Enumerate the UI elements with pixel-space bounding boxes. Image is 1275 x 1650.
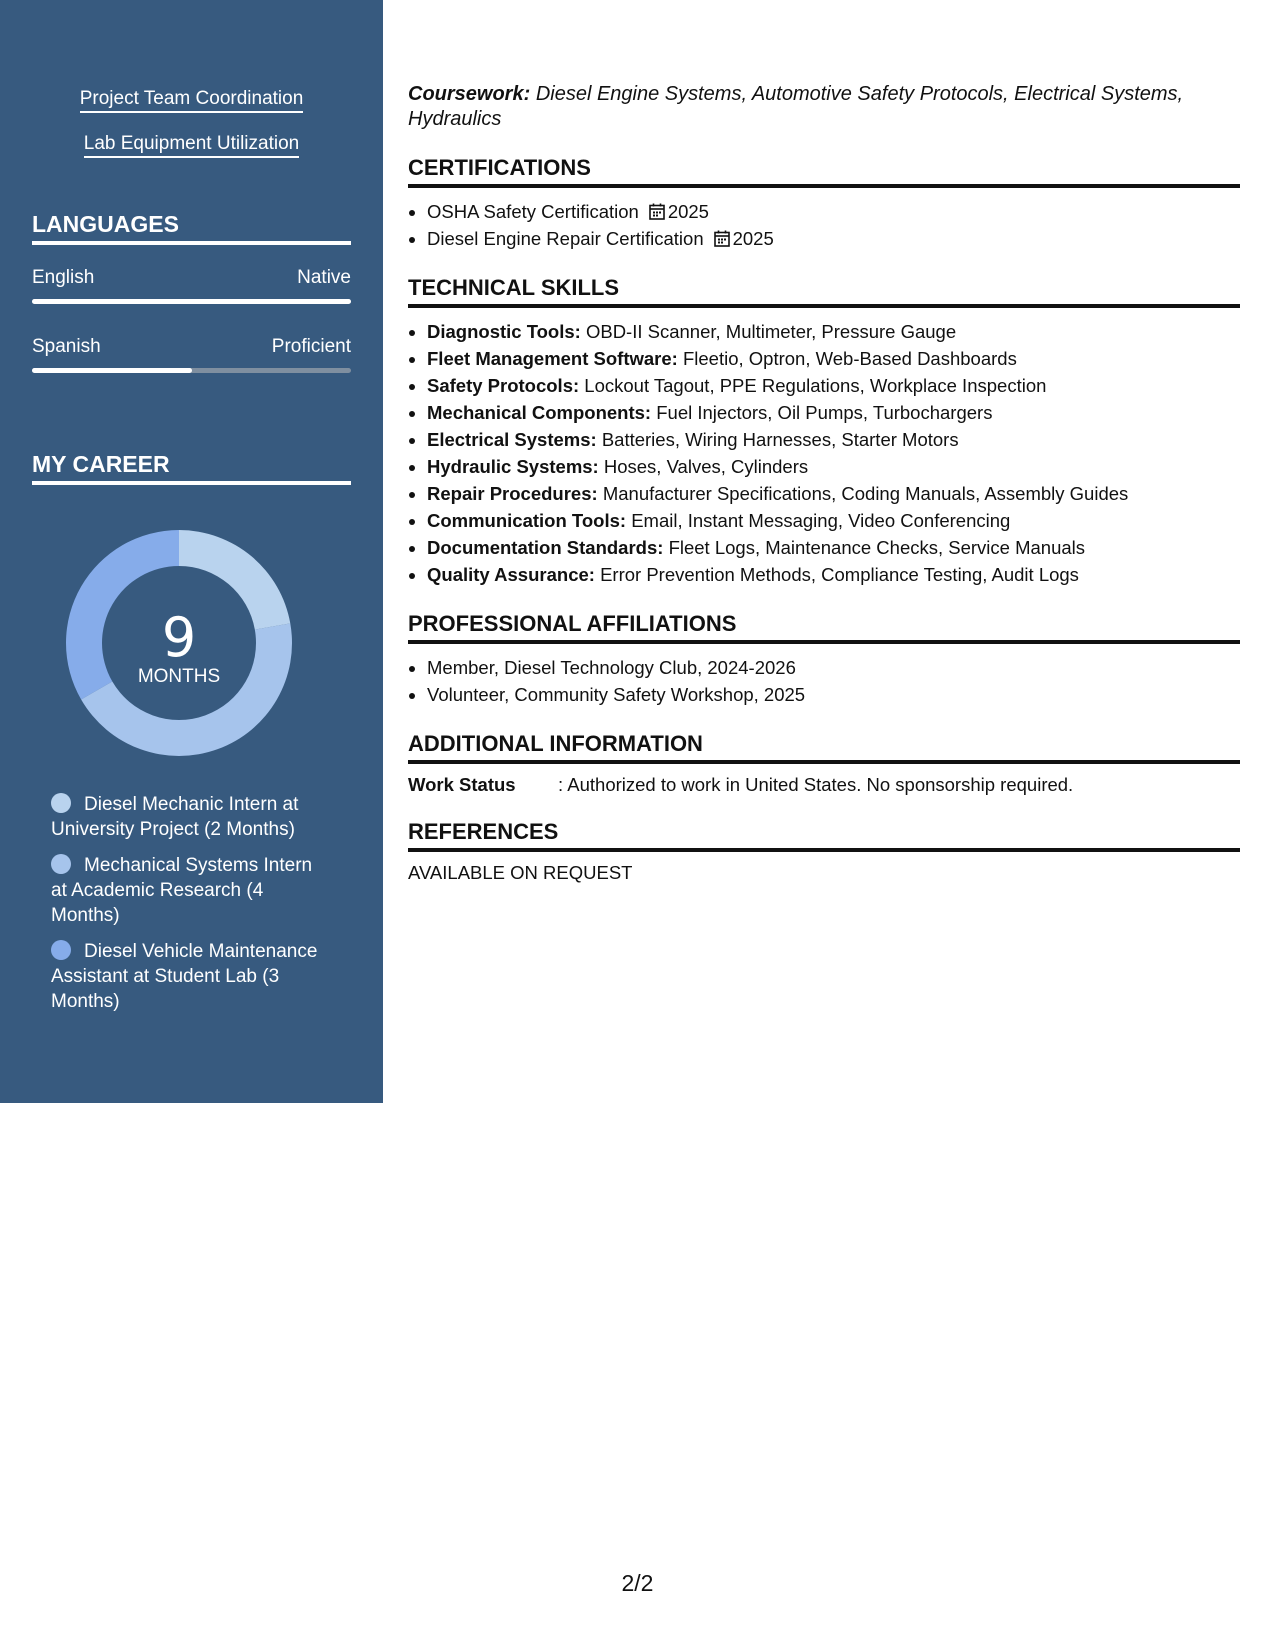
language-proficiency-bar: [32, 368, 351, 373]
skill-item: Lab Equipment Utilization: [0, 133, 383, 155]
affiliations-heading: PROFESSIONAL AFFILIATIONS: [408, 610, 1240, 644]
language-proficiency-fill: [32, 368, 192, 373]
career-legend-dot: [51, 793, 71, 813]
list-item: • Safety Protocols: Lockout Tagout, PPE Regulations, Workplace Inspection: [427, 372, 1240, 399]
list-item: • Quality Assurance: Error Prevention Methods, Compliance Testing, Audit Logs: [427, 561, 1240, 588]
list-item: • Communication Tools: Email, Instant Messaging, Video Conferencing: [427, 507, 1240, 534]
list-item: • Fleet Management Software: Fleetio, Optron, Web-Based Dashboards: [427, 345, 1240, 372]
references-text: AVAILABLE ON REQUEST: [408, 862, 633, 883]
list-item: • Volunteer, Community Safety Workshop, 2025: [427, 681, 1240, 708]
career-donut-chart: [66, 530, 292, 756]
career-item: Diesel Mechanic Intern at University Project (2 Months): [51, 794, 299, 840]
languages-heading: LANGUAGES: [32, 211, 351, 245]
list-item: • Diesel Engine Repair Certification 2025: [427, 225, 1240, 252]
additional-info-heading: ADDITIONAL INFORMATION: [408, 730, 1240, 764]
coursework-label: Coursework:: [408, 83, 531, 105]
list-item: • Documentation Standards: Fleet Logs, Maintenance Checks, Service Manuals: [427, 534, 1240, 561]
technical-skills-heading: TECHNICAL SKILLS: [408, 274, 1240, 308]
sidebar: [0, 0, 383, 1103]
list-item: • Member, Diesel Technology Club, 2024-2026: [427, 654, 1240, 681]
language-row: [32, 267, 351, 289]
main-content: [408, 82, 1240, 884]
list-item: • Diagnostic Tools: OBD-II Scanner, Multimeter, Pressure Gauge: [427, 318, 1240, 345]
list-item: • Hydraulic Systems: Hoses, Valves, Cylinders: [427, 453, 1240, 480]
language-row: [32, 336, 351, 358]
language-name: English: [32, 267, 95, 288]
references-heading: REFERENCES: [408, 818, 1240, 852]
technical-skills-list: [408, 318, 1240, 588]
career-item: Diesel Vehicle Maintenance Assistant at Student Lab (3 Months): [51, 941, 318, 1012]
page-number: 2/2: [621, 1570, 654, 1596]
language-proficiency-bar: [32, 299, 351, 304]
language-proficiency-fill: [32, 299, 351, 304]
certifications-heading: CERTIFICATIONS: [408, 154, 1240, 188]
work-status-row: [408, 774, 1240, 796]
certifications-list: [408, 198, 1240, 252]
list-item: • OSHA Safety Certification 2025: [427, 198, 1240, 225]
list-item: • Electrical Systems: Batteries, Wiring Harnesses, Starter Motors: [427, 426, 1240, 453]
language-level: Native: [297, 267, 351, 288]
career-legend-dot: [51, 940, 71, 960]
list-item: • Repair Procedures: Manufacturer Specifications, Coding Manuals, Assembly Guides: [427, 480, 1240, 507]
work-status-text: : Authorized to work in United States. No sponsorship required.: [558, 774, 1074, 795]
coursework-text: Diesel Engine Systems, Automotive Safety Protocols, Electrical Systems, Hydraulics: [408, 83, 1184, 130]
language-name: Spanish: [32, 336, 101, 357]
career-item: Mechanical Systems Intern at Academic Research (4 Months): [51, 855, 313, 926]
work-status-label: Work Status: [408, 774, 516, 795]
career-legend-dot: [51, 854, 71, 874]
calendar-icon: [714, 230, 730, 247]
career-heading: MY CAREER: [32, 451, 351, 485]
certification-year: 2025: [732, 228, 774, 249]
coursework: [408, 82, 1240, 132]
career-total-unit: MONTHS: [137, 666, 221, 687]
skill-item: Project Team Coordination: [0, 88, 383, 110]
career-total-value: 9: [161, 606, 197, 669]
language-level: Proficient: [271, 336, 351, 357]
calendar-icon: [649, 203, 665, 220]
certification-year: 2025: [667, 201, 709, 222]
affiliations-list: [408, 654, 1240, 708]
list-item: • Mechanical Components: Fuel Injectors, Oil Pumps, Turbochargers: [427, 399, 1240, 426]
